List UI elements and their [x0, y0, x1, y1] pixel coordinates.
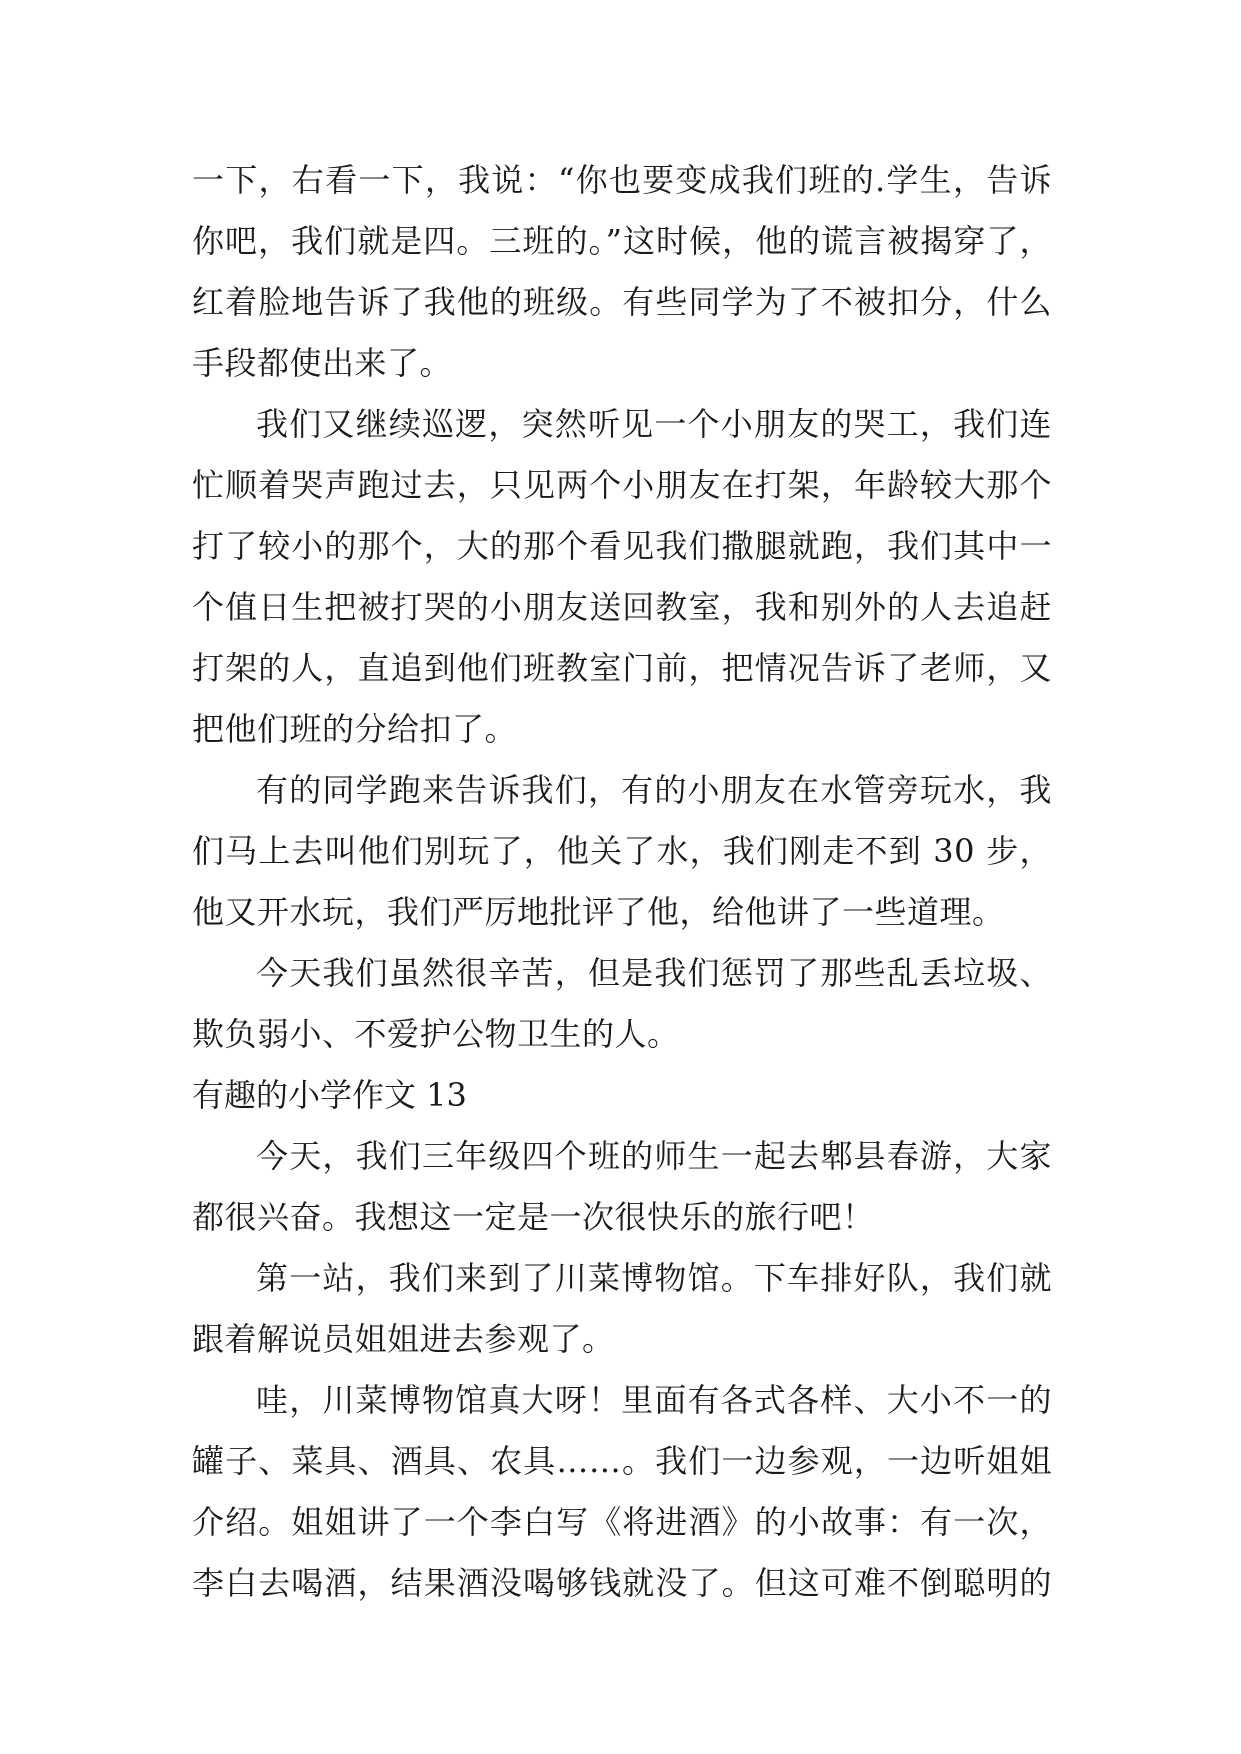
text-line: 们马上去叫他们别玩了，他关了水，我们刚走不到 30 步，	[192, 832, 1052, 870]
text-line: 李白去喝酒，结果酒没喝够钱就没了。但这可难不倒聪明的	[192, 1564, 1052, 1602]
document-page	[192, 150, 1052, 1614]
text-line: 手段都使出来了。	[192, 344, 453, 382]
text-line: 个值日生把被打哭的小朋友送回教室，我和别外的人去追赶	[192, 588, 1052, 626]
text-line: 他又开水玩，我们严厉地批评了他，给他讲了一些道理。	[192, 893, 1005, 931]
text-line: 红着脸地告诉了我他的班级。有些同学为了不被扣分，什么	[192, 283, 1052, 321]
text-line: 介绍。姐姐讲了一个李白写《将进酒》的小故事：有一次，	[192, 1503, 1052, 1541]
section-heading: 有趣的小学作文 13	[192, 1076, 467, 1114]
text-line: 打架的人，直追到他们班教室门前，把情况告诉了老师，又	[192, 649, 1052, 687]
paragraph	[192, 1248, 1052, 1370]
paragraph	[192, 394, 1052, 760]
paragraph	[192, 1126, 1052, 1248]
text-line: 有的同学跑来告诉我们，有的小朋友在水管旁玩水，我	[256, 771, 1052, 809]
text-line: 一下，右看一下，我说：“你也要变成我们班的.学生，告诉	[192, 161, 1052, 199]
paragraph	[192, 1370, 1052, 1614]
text-line: 打了较小的那个，大的那个看见我们撒腿就跑，我们其中一	[192, 527, 1052, 565]
text-line: 跟着解说员姐姐进去参观了。	[192, 1320, 615, 1358]
text-line: 你吧，我们就是四。三班的。”这时候，他的谎言被揭穿了，	[192, 222, 1052, 260]
text-line: 都很兴奋。我想这一定是一次很快乐的旅行吧！	[192, 1198, 875, 1236]
text-line: 忙顺着哭声跑过去，只见两个小朋友在打架，年龄较大那个	[192, 466, 1052, 504]
text-line: 第一站，我们来到了川菜博物馆。下车排好队，我们就	[256, 1259, 1052, 1297]
text-line: 今天，我们三年级四个班的师生一起去郫县春游，大家	[256, 1137, 1052, 1175]
text-line: 今天我们虽然很辛苦，但是我们惩罚了那些乱丢垃圾、	[256, 954, 1052, 992]
paragraph	[192, 760, 1052, 943]
text-line: 我们又继续巡逻，突然听见一个小朋友的哭工，我们连	[256, 405, 1052, 443]
text-line: 欺负弱小、不爱护公物卫生的人。	[192, 1015, 680, 1053]
text-line: 哇，川菜博物馆真大呀！里面有各式各样、大小不一的	[256, 1381, 1052, 1419]
text-line: 把他们班的分给扣了。	[192, 710, 518, 748]
paragraph	[192, 943, 1052, 1065]
paragraph	[192, 150, 1052, 394]
text-line: 罐子、菜具、酒具、农具……。我们一边参观，一边听姐姐	[192, 1442, 1052, 1480]
